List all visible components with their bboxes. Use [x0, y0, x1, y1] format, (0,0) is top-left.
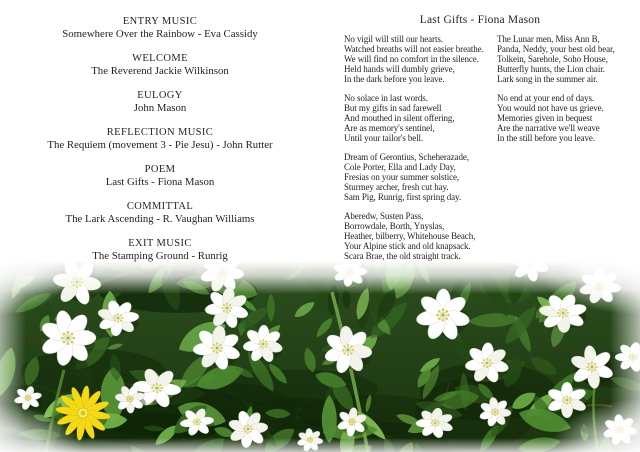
- poem-stanza: [344, 34, 497, 84]
- poem-line: Until your tailor's bell.: [344, 133, 424, 143]
- poem-line: Aberedw, Susten Pass,: [344, 211, 424, 221]
- order-section-detail: Last Gifts - Fiona Mason: [105, 176, 215, 188]
- poem-title: Last Gifts - Fiona Mason: [419, 14, 541, 26]
- order-section: [0, 237, 320, 263]
- right-page: [320, 0, 640, 270]
- order-section-heading: WELCOME: [132, 53, 188, 64]
- order-section: [0, 15, 320, 41]
- poem-line: The Lunar men, Miss Ann B,: [497, 34, 600, 44]
- poem-line: No end at your end of days.: [497, 93, 595, 103]
- poem-line: And mouthed in silent offering,: [344, 113, 455, 123]
- poem-line: Lark song in the summer air.: [497, 74, 598, 84]
- order-section-detail: The Reverend Jackie Wilkinson: [91, 65, 229, 77]
- poem-columns: [320, 34, 640, 270]
- poem-line: No vigil will still our hearts.: [344, 34, 443, 44]
- poem-line: Memories given in bequest: [497, 113, 593, 123]
- order-section-heading: COMMITTAL: [126, 201, 194, 212]
- order-section: [0, 89, 320, 115]
- poem-line: Cole Porter, Ella and Lady Day,: [344, 162, 456, 172]
- poem-line: Panda, Neddy, your best old bear,: [497, 44, 615, 54]
- order-section-detail: Somewhere Over the Rainbow - Eva Cassidy: [62, 28, 258, 40]
- poem-column-right: [497, 34, 640, 270]
- left-page: [0, 0, 320, 274]
- order-section: [0, 200, 320, 226]
- poem-line: We will find no comfort in the silence.: [344, 54, 479, 64]
- order-section: [0, 163, 320, 189]
- order-of-service-list: [0, 15, 320, 263]
- order-section-detail: The Requiem (movement 3 - Pie Jesu) - John Rutter: [47, 139, 273, 151]
- order-section: [0, 52, 320, 78]
- order-section-heading: POEM: [144, 164, 176, 175]
- poem-stanza: [497, 93, 640, 143]
- poem-line: In the dark before you leave.: [344, 74, 445, 84]
- poem-line: No solace in last words.: [344, 93, 428, 103]
- poem-line: Dream of Gerontius, Scheherazade,: [344, 152, 469, 162]
- order-section-detail: John Mason: [133, 102, 187, 114]
- order-section-detail: The Lark Ascending - R. Vaughan Williams: [65, 213, 255, 225]
- order-section: [0, 126, 320, 152]
- poem-stanza: [497, 34, 640, 84]
- poem-line: You would not have us grieve.: [497, 103, 604, 113]
- order-section-heading: REFLECTION MUSIC: [106, 127, 214, 138]
- poem-stanza: [344, 93, 497, 143]
- poem-line: Tolkein, Sarehole, Soho House,: [497, 54, 608, 64]
- poem-line: Sam Pig, Runrig, first spring day.: [344, 192, 462, 202]
- poem-column-left: [344, 34, 497, 270]
- flower-photo: [0, 248, 640, 452]
- poem-stanza: [344, 211, 497, 261]
- poem-line: Held hands will dumbly grieve,: [344, 64, 455, 74]
- poem-line: Heather, bilberry, Whitehouse Beach,: [344, 231, 476, 241]
- poem-line: Borrowdale, Borth, Ynyslas,: [344, 221, 445, 231]
- poem-line: Are the narrative we'll weave: [497, 123, 600, 133]
- poem-line: But my gifts in sad farewell: [344, 103, 442, 113]
- order-section-heading: EXIT MUSIC: [128, 238, 192, 249]
- poem-line: Your Alpine stick and old knapsack.: [344, 241, 471, 251]
- poem-line: Butterfly hunts, the Lion chair.: [497, 64, 605, 74]
- poem-line: Scara Brae, the old straight track.: [344, 251, 461, 261]
- poem-line: Fresias on your summer solstice,: [344, 172, 460, 182]
- flower-photo-illustration: [0, 248, 640, 452]
- order-section-heading: ENTRY MUSIC: [122, 16, 198, 27]
- poem-line: Sturmey archer, fresh cut hay.: [344, 182, 449, 192]
- poem-line: Are as memory's sentinel,: [344, 123, 435, 133]
- order-section-heading: EULOGY: [137, 90, 183, 101]
- poem-line: In the still before you leave.: [497, 133, 595, 143]
- poem-stanza: [344, 152, 497, 202]
- poem-line: Watched breaths will not easier breathe.: [344, 44, 484, 54]
- order-section-detail: The Stamping Ground - Runrig: [92, 250, 228, 262]
